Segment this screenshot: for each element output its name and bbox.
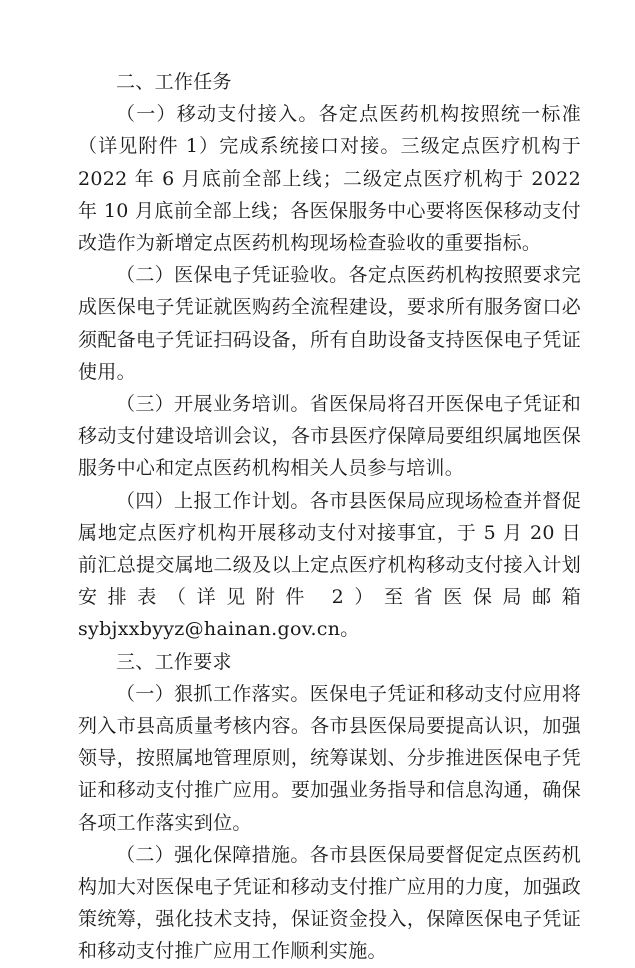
paragraph-body: 各市县医保局应现场检查并督促属地定点医疗机构开展移动支付对接事宜，于 5 月 20 日前汇总提交属地二级及以上定点医疗机构移动支付接入计划安排表（详见附件 2）至省医保局邮箱 sybjxxbyyz@hainan.gov.cn。 bbox=[78, 489, 581, 641]
paragraph-title: （一）移动支付接入。 bbox=[116, 103, 319, 126]
paragraph-safeguards bbox=[78, 839, 581, 968]
paragraph-training bbox=[78, 388, 581, 485]
paragraph-mobile-payment bbox=[78, 98, 581, 259]
paragraph-title: （四）上报工作计划。 bbox=[116, 489, 310, 512]
paragraph-title: （三）开展业务培训。 bbox=[116, 393, 310, 416]
paragraph-e-voucher bbox=[78, 259, 581, 388]
section-heading-tasks: 二、工作任务 bbox=[116, 71, 232, 93]
paragraph-body: 省医保局将召开医保电子凭证和移动支付建设培训会议，各市县医疗保障局要组织属地医保服务中心和定点医药机构相关人员参与培训。 bbox=[78, 393, 581, 480]
document-page bbox=[78, 66, 581, 968]
paragraph-body: 各定点医药机构按照要求完成医保电子凭证就医购药全流程建设，要求所有服务窗口必须配备电子凭证扫码设备，所有自助设备支持医保电子凭证使用。 bbox=[78, 264, 581, 383]
paragraph-implementation bbox=[78, 678, 581, 839]
section-heading-requirements: 三、工作要求 bbox=[116, 650, 232, 673]
paragraph-body: 各定点医药机构按照统一标准（详见附件 1）完成系统接口对接。三级定点医疗机构于 2022 年 6 月底前全部上线；二级定点医疗机构于 2022 年 10 月底前全部上线；各医保服务中心要将医保移动支付改造作为新增定点医药机构现场检查验收的重要指标。 bbox=[78, 103, 581, 255]
paragraph-work-plan bbox=[78, 485, 581, 646]
paragraph-body: 医保电子凭证和移动支付应用将列入市县高质量考核内容。各市县医保局要提高认识，加强领导，按照属地管理原则，统筹谋划、分步推进医保电子凭证和移动支付推广应用。要加强业务指导和信息沟通，确保各项工作落实到位。 bbox=[78, 682, 581, 834]
paragraph-title: （二）医保电子凭证验收。 bbox=[116, 264, 349, 287]
paragraph-title: （一）狠抓工作落实。 bbox=[116, 682, 310, 705]
paragraph-body: 各市县医保局要督促定点医药机构加大对医保电子凭证和移动支付推广应用的力度，加强政策统筹，强化技术支持，保证资金投入，保障医保电子凭证和移动支付推广应用工作顺利实施。 bbox=[78, 843, 581, 963]
paragraph-title: （二）强化保障措施。 bbox=[116, 843, 310, 866]
